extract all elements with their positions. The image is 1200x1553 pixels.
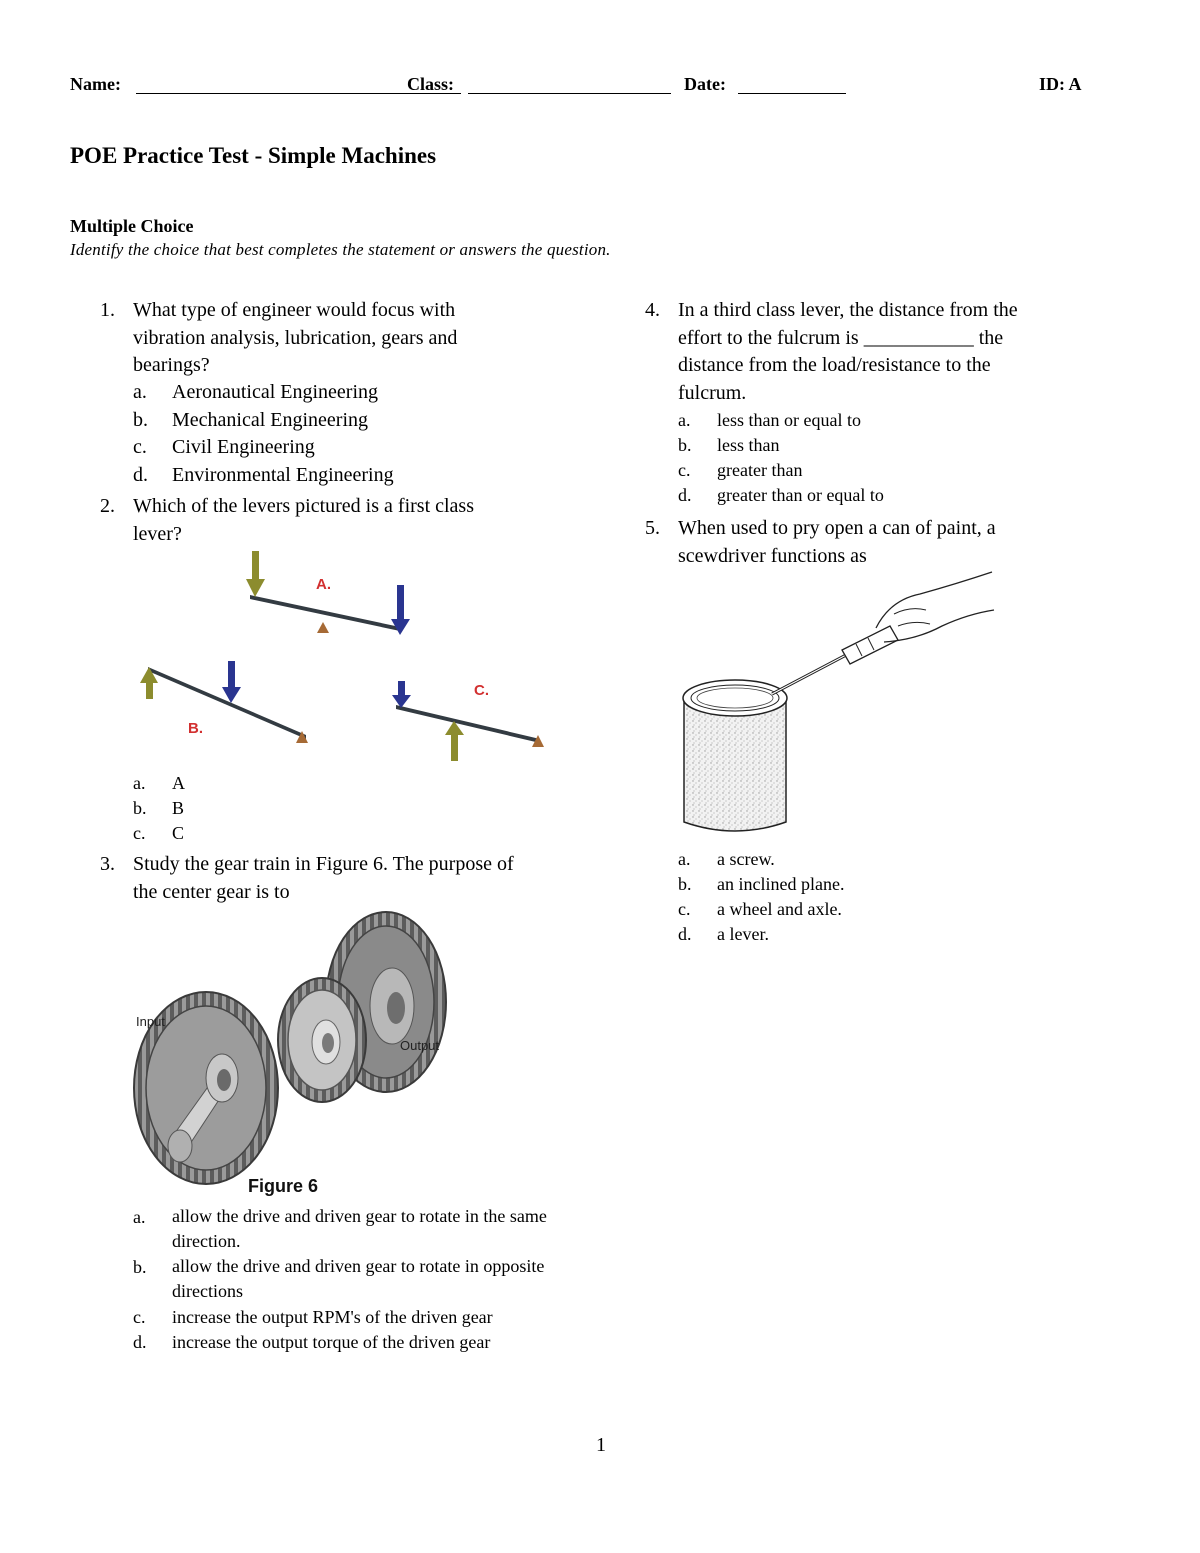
lever-a xyxy=(246,551,410,635)
question-number: 1. xyxy=(100,299,115,321)
gear-train-figure xyxy=(130,910,460,1200)
page-title: POE Practice Test - Simple Machines xyxy=(70,143,437,168)
question-text: Study the gear train in Figure 6. The purpose of the center gear is to xyxy=(133,853,514,903)
paint-can xyxy=(683,680,787,831)
section-label: Multiple Choice xyxy=(70,216,194,236)
idler-gear xyxy=(278,978,366,1102)
question-text: Which of the levers pictured is a first class lever? xyxy=(133,495,474,545)
question-number: 3. xyxy=(100,853,115,875)
student-info-header xyxy=(70,74,1090,100)
paint-can-figure xyxy=(680,570,1000,840)
lever-b xyxy=(140,661,308,743)
lever-c xyxy=(392,681,544,761)
section-instructions: Identify the choice that best completes the statement or answers the question. xyxy=(70,240,611,259)
class-blank xyxy=(468,93,671,94)
lever-b-label: B. xyxy=(188,720,203,737)
date-blank xyxy=(738,93,846,94)
date-label: Date: xyxy=(684,74,726,94)
test-id: ID: A xyxy=(1039,74,1082,94)
figure-caption: Figure 6 xyxy=(248,1176,319,1196)
lever-c-label: C. xyxy=(474,682,489,699)
screwdriver xyxy=(772,626,898,694)
question-number: 5. xyxy=(645,517,660,539)
name-label: Name: xyxy=(70,74,121,94)
input-label: Input xyxy=(136,1014,165,1029)
page-number: 1 xyxy=(596,1434,606,1456)
question-text: When used to pry open a can of paint, a scewdriver functions as xyxy=(678,517,996,567)
class-label: Class: xyxy=(407,74,455,94)
output-label: Output xyxy=(400,1038,440,1053)
question-number: 4. xyxy=(645,299,660,321)
question-number: 2. xyxy=(100,495,115,517)
question-text: What type of engineer would focus with vibration analysis, lubrication, gears and bearings? xyxy=(133,299,458,376)
lever-a-label: A. xyxy=(316,576,331,593)
question-text: In a third class lever, the distance from the effort to the fulcrum is ___________ the distance from the load/resistance to the fulcrum. xyxy=(678,299,1018,404)
levers-figure xyxy=(128,545,558,765)
